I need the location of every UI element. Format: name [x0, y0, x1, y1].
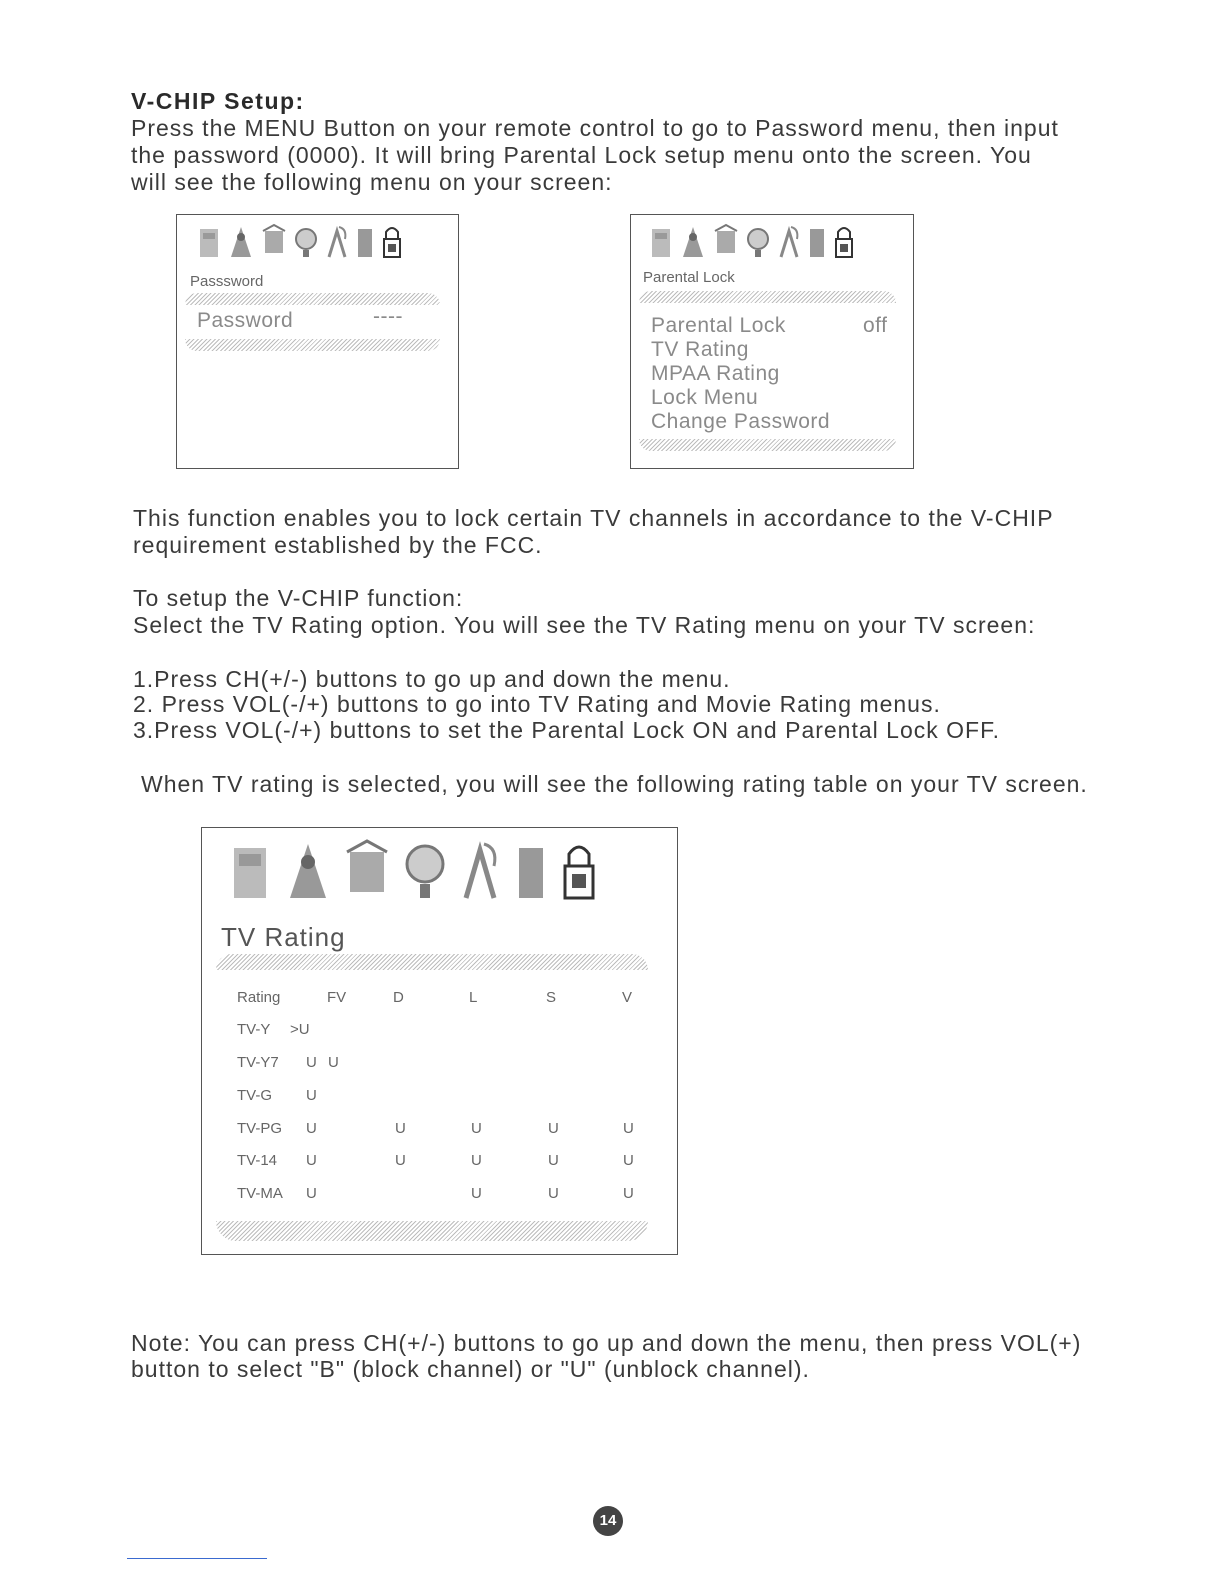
globe-icon: [745, 223, 771, 259]
note-line-2: button to select "B" (block channel) or "U" (unblock channel).: [131, 1356, 810, 1382]
column-header-s: S: [546, 989, 557, 1006]
column-header-v: V: [622, 989, 633, 1006]
menu-icon-strip: [230, 838, 598, 900]
password-menu-panel: [176, 214, 459, 469]
parental-lock-menu-panel: [630, 214, 914, 469]
function-desc-line-2: requirement established by the FCC.: [133, 532, 543, 558]
step-3: 3.Press VOL(-/+) buttons to set the Parental Lock ON and Parental Lock OFF.: [133, 717, 1000, 743]
password-option-value: ----: [373, 305, 403, 328]
row-label-tv-g: TV-G: [237, 1087, 273, 1104]
cell-tv-pg-all[interactable]: U: [306, 1120, 317, 1137]
row-label-tv-pg: TV-PG: [237, 1120, 283, 1137]
tv-rating-title: TV Rating: [221, 922, 346, 952]
lock-icon: [560, 838, 598, 900]
picture-icon: [649, 223, 673, 259]
globe-icon: [402, 838, 448, 900]
cell-tv-y-all[interactable]: >U: [290, 1021, 310, 1038]
function-icon: [261, 223, 287, 259]
column-header-fv: FV: [327, 989, 347, 1006]
row-label-tv-14: TV-14: [237, 1152, 278, 1169]
intro-line-2: the password (0000). It will bring Parental Lock setup menu onto the screen. You: [131, 142, 1032, 168]
menu-highlight-bottom: [216, 1221, 648, 1241]
tv-rating-menu-panel: [201, 827, 678, 1255]
function-desc-line-1: This function enables you to lock certain TV channels in accordance to the V-CHIP: [133, 505, 1054, 531]
mpaa-rating-item[interactable]: MPAA Rating: [651, 362, 780, 385]
rating-intro: When TV rating is selected, you will see the following rating table on your TV screen.: [141, 771, 1088, 797]
cell-tv-14-l[interactable]: U: [471, 1152, 482, 1169]
column-header-l: L: [469, 989, 478, 1006]
menu-icon-strip: [649, 223, 855, 259]
lock-icon: [833, 223, 855, 259]
cell-tv-14-s[interactable]: U: [548, 1152, 559, 1169]
column-header-rating: Rating: [237, 989, 281, 1006]
picture-icon: [197, 223, 221, 259]
cell-tv-pg-s[interactable]: U: [548, 1120, 559, 1137]
picture-icon: [230, 838, 272, 900]
sound-icon: [284, 838, 332, 900]
menu-highlight-bottom: [185, 339, 440, 351]
function-icon: [344, 838, 390, 900]
password-menu-title: Passsword: [190, 273, 264, 290]
speaker-icon: [807, 223, 827, 259]
intro-line-1: Press the MENU Button on your remote control to go to Password menu, then input: [131, 115, 1059, 141]
footer-rule: [127, 1558, 267, 1559]
parental-menu-title: Parental Lock: [643, 269, 735, 286]
menu-highlight-top: [639, 291, 896, 303]
sound-icon: [227, 223, 255, 259]
sound-icon: [679, 223, 707, 259]
cell-tv-ma-l[interactable]: U: [471, 1185, 482, 1202]
cell-tv-pg-v[interactable]: U: [623, 1120, 634, 1137]
menu-highlight-top: [216, 954, 648, 970]
step-1: 1.Press CH(+/-) buttons to go up and down the menu.: [133, 666, 731, 692]
function-icon: [713, 223, 739, 259]
intro-line-3: will see the following menu on your screen:: [131, 169, 613, 195]
page-number-badge: 14: [593, 1506, 623, 1536]
cell-tv-14-d[interactable]: U: [395, 1152, 406, 1169]
row-label-tv-y7: TV-Y7: [237, 1054, 279, 1071]
cell-tv-y7-fv[interactable]: U: [328, 1054, 339, 1071]
column-header-d: D: [393, 989, 404, 1006]
step-2: 2. Press VOL(-/+) buttons to go into TV Rating and Movie Rating menus.: [133, 691, 941, 717]
setup-line-2: Select the TV Rating option. You will see the TV Rating menu on your TV screen:: [133, 612, 1036, 638]
menu-icon-strip: [197, 223, 403, 259]
cell-tv-ma-v[interactable]: U: [623, 1185, 634, 1202]
note-line-1: Note: You can press CH(+/-) buttons to go up and down the menu, then press VOL(+): [131, 1330, 1082, 1356]
parental-lock-item[interactable]: Parental Lock: [651, 314, 786, 337]
cell-tv-g-all[interactable]: U: [306, 1087, 317, 1104]
setup-line-1: To setup the V-CHIP function:: [133, 585, 464, 611]
lock-menu-item[interactable]: Lock Menu: [651, 386, 759, 409]
cell-tv-pg-d[interactable]: U: [395, 1120, 406, 1137]
section-heading: V-CHIP Setup:: [131, 88, 305, 114]
cell-tv-14-v[interactable]: U: [623, 1152, 634, 1169]
cell-tv-pg-l[interactable]: U: [471, 1120, 482, 1137]
menu-highlight-top: [185, 293, 440, 305]
signal-icon: [325, 223, 349, 259]
signal-icon: [460, 838, 502, 900]
menu-highlight-bottom: [639, 439, 896, 451]
tv-rating-item[interactable]: TV Rating: [651, 338, 749, 361]
speaker-icon: [355, 223, 375, 259]
password-option-label[interactable]: Password: [197, 309, 294, 332]
change-password-item[interactable]: Change Password: [651, 410, 831, 433]
row-label-tv-ma: TV-MA: [237, 1185, 283, 1202]
parental-lock-value: off: [863, 314, 888, 337]
globe-icon: [293, 223, 319, 259]
signal-icon: [777, 223, 801, 259]
cell-tv-ma-s[interactable]: U: [548, 1185, 559, 1202]
lock-icon: [381, 223, 403, 259]
row-label-tv-y: TV-Y: [237, 1021, 271, 1038]
cell-tv-y7-all[interactable]: U: [306, 1054, 317, 1071]
cell-tv-ma-all[interactable]: U: [306, 1185, 317, 1202]
speaker-icon: [514, 838, 548, 900]
cell-tv-14-all[interactable]: U: [306, 1152, 317, 1169]
